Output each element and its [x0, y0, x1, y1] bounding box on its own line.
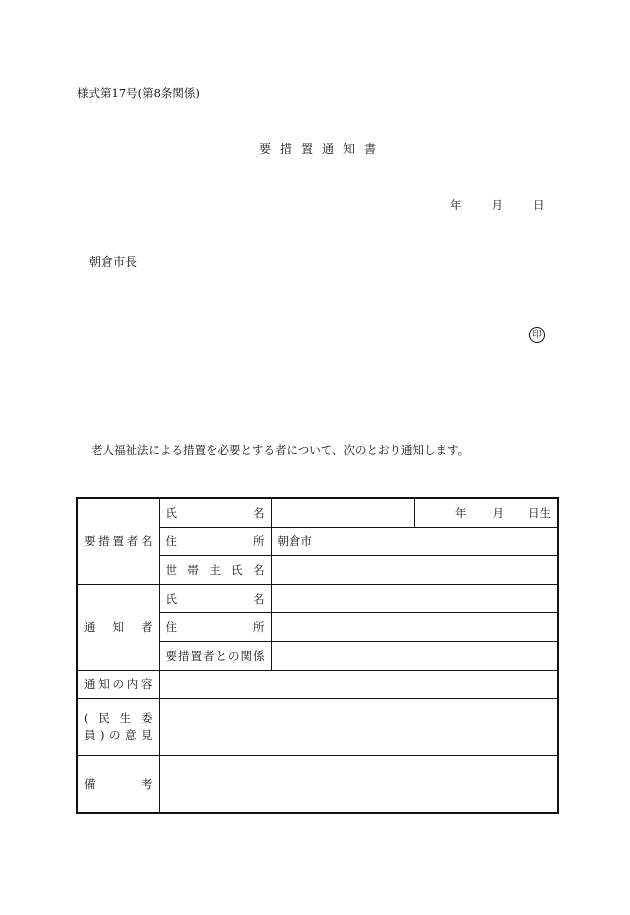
notice-content-field[interactable] — [159, 670, 558, 699]
table-row — [77, 699, 558, 756]
table-row — [77, 670, 558, 699]
subject-address-field[interactable]: 朝倉市 — [271, 527, 558, 556]
subject-birthdate-field[interactable] — [414, 498, 558, 527]
date-month: 月 — [491, 198, 503, 212]
opinion-label — [77, 699, 159, 756]
notice-content-label: 通知の内容 — [77, 670, 159, 699]
table-row — [77, 584, 558, 613]
addressee: 朝倉市長 — [89, 255, 138, 269]
opinion-label-line1: (民生委 — [84, 711, 153, 726]
birth-year: 年 — [455, 505, 467, 520]
date-year: 年 — [450, 198, 462, 212]
birth-day: 日生 — [528, 505, 551, 520]
page-title: 要措置通知書 — [258, 142, 385, 156]
remarks-label: 備考 — [77, 756, 159, 814]
birth-month: 月 — [492, 505, 504, 520]
opinion-label-line2: 員)の意見 — [84, 728, 153, 743]
notifier-address-label: 住所 — [159, 613, 271, 642]
household-head-label: 世帯主氏名 — [159, 556, 271, 585]
table-row — [77, 498, 558, 527]
remarks-field[interactable] — [159, 756, 558, 814]
notifier-address-field[interactable] — [271, 613, 558, 642]
form-number: 様式第17号(第8条関係) — [77, 86, 200, 100]
opinion-field[interactable] — [159, 699, 558, 756]
date-day: 日 — [533, 198, 545, 212]
notice-text: 老人福祉法による措置を必要とする者について、次のとおり通知します。 — [91, 443, 470, 457]
table-row — [77, 756, 558, 814]
notification-table — [76, 497, 559, 814]
group-label-subject: 要措置者名 — [77, 498, 159, 584]
notifier-name-label: 氏名 — [159, 584, 271, 613]
group-label-notifier: 通知者 — [77, 584, 159, 670]
relation-field[interactable] — [271, 641, 558, 670]
household-head-field[interactable] — [271, 556, 558, 585]
notifier-name-field[interactable] — [271, 584, 558, 613]
subject-address-label: 住所 — [159, 527, 271, 556]
subject-name-field[interactable] — [271, 498, 414, 527]
date-line — [450, 198, 545, 212]
subject-name-label: 氏名 — [159, 498, 271, 527]
seal-mark: 印 — [529, 327, 545, 343]
relation-label: 要措置者との関係 — [159, 641, 271, 670]
